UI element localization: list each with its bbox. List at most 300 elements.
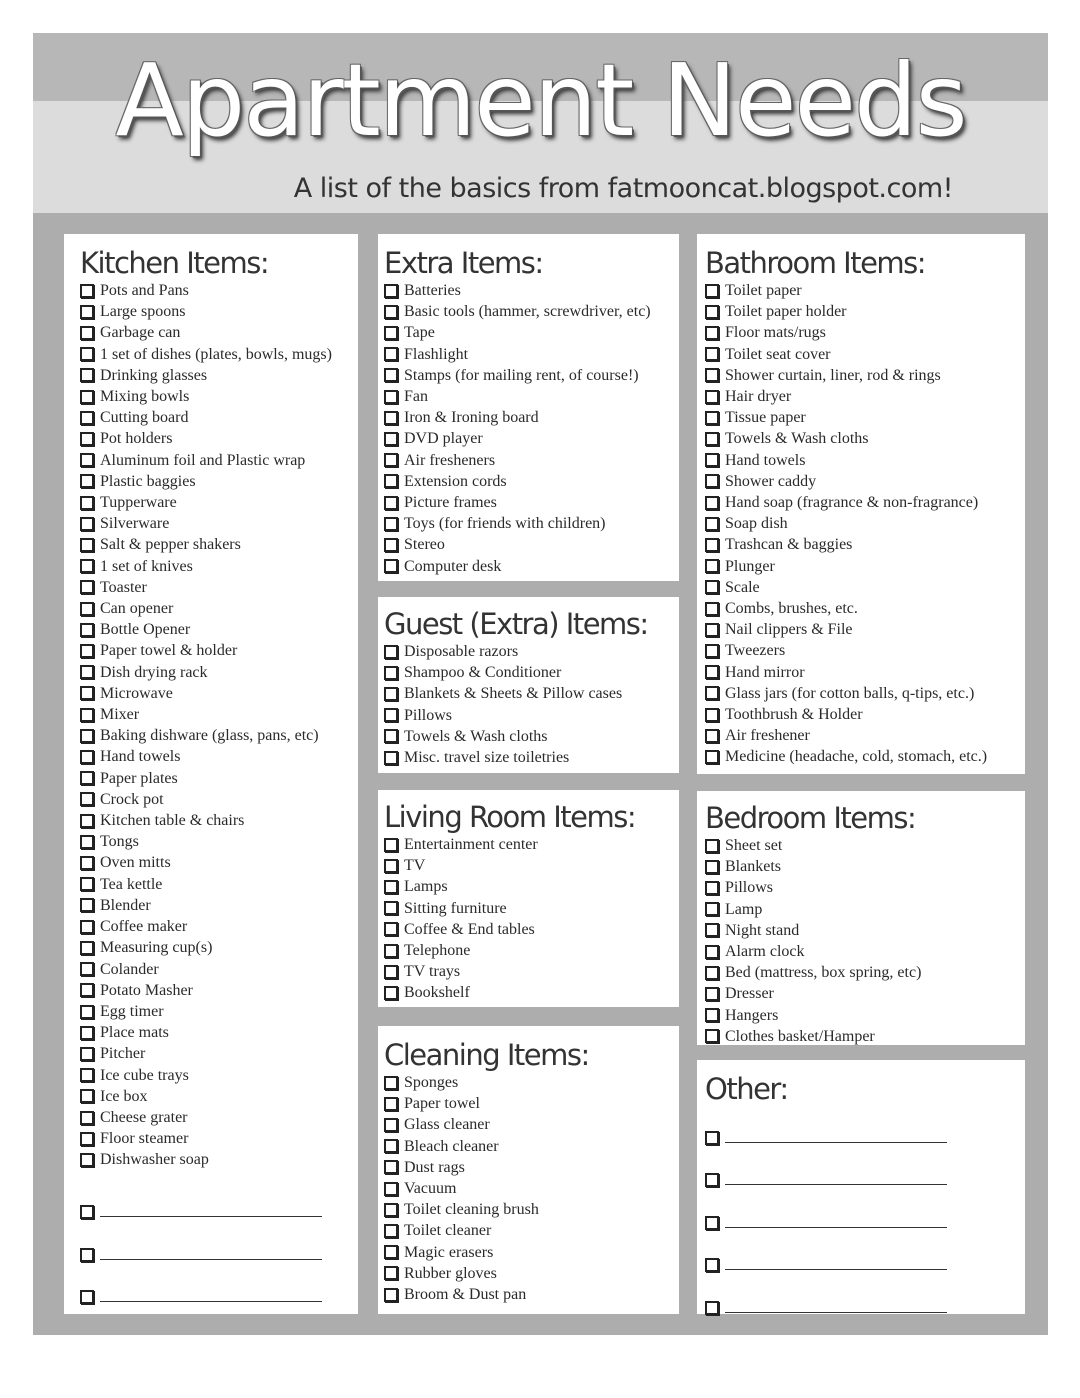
checkbox-icon[interactable]: [705, 496, 719, 510]
checklist-item[interactable]: [80, 895, 358, 916]
checkbox-icon[interactable]: [80, 792, 94, 806]
write-in-line[interactable]: [100, 1215, 322, 1217]
checkbox-icon[interactable]: [80, 750, 94, 764]
extra-panel: [378, 234, 679, 581]
checklist-item-label: Cheese grater: [100, 1108, 188, 1126]
checklist-item-label: Drinking glasses: [100, 366, 208, 384]
checkbox-icon[interactable]: [384, 1245, 398, 1259]
checklist-item-label: Blender: [100, 896, 151, 914]
checklist-item-label: Extension cords: [404, 472, 507, 490]
checklist-item-label: Towels & Wash cloths: [725, 430, 869, 448]
checkbox-icon[interactable]: [80, 771, 94, 785]
checklist-item[interactable]: [80, 1086, 358, 1107]
checkbox-icon[interactable]: [80, 1089, 94, 1103]
checkbox-icon[interactable]: [705, 453, 719, 467]
blank-entry-row[interactable]: [705, 1230, 1025, 1273]
checklist-item[interactable]: [705, 1005, 1025, 1026]
checklist-item-label: Coffee maker: [100, 918, 188, 936]
guest-list: [384, 641, 679, 768]
checkbox-icon[interactable]: [80, 729, 94, 743]
checklist-item[interactable]: [384, 1072, 679, 1093]
checkbox-icon[interactable]: [705, 390, 719, 404]
checklist-item[interactable]: [705, 492, 1025, 513]
checkbox-icon[interactable]: [384, 474, 398, 488]
checklist-item[interactable]: [384, 855, 679, 876]
checklist-item[interactable]: [80, 513, 358, 534]
checkbox-icon[interactable]: [80, 665, 94, 679]
checklist-item[interactable]: [80, 577, 358, 598]
checklist-item[interactable]: [384, 556, 679, 577]
checklist-item[interactable]: [384, 641, 679, 662]
checkbox-icon[interactable]: [80, 432, 94, 446]
checklist-item[interactable]: [705, 640, 1025, 661]
checkbox-icon[interactable]: [80, 305, 94, 319]
checklist-item-label: Toaster: [100, 578, 147, 596]
checklist-item-label: Picture frames: [404, 494, 497, 512]
checklist-item[interactable]: [705, 450, 1025, 471]
checkbox-icon[interactable]: [80, 602, 94, 616]
checklist-item[interactable]: [80, 322, 358, 343]
checkbox-icon[interactable]: [705, 1131, 719, 1145]
write-in-line[interactable]: [725, 1141, 947, 1143]
checkbox-icon[interactable]: [384, 1160, 398, 1174]
checklist-item-label: Colander: [100, 960, 159, 978]
checkbox-icon[interactable]: [384, 859, 398, 873]
checklist-item[interactable]: [705, 983, 1025, 1004]
checkbox-icon[interactable]: [384, 326, 398, 340]
checkbox-icon[interactable]: [384, 411, 398, 425]
checklist-item[interactable]: [384, 662, 679, 683]
checklist-item-label: Fan: [404, 388, 428, 406]
extra-list: [384, 280, 679, 577]
checklist-item[interactable]: [80, 556, 358, 577]
checklist-item[interactable]: [80, 1128, 358, 1149]
checklist-item[interactable]: [384, 1114, 679, 1135]
checkbox-icon[interactable]: [705, 839, 719, 853]
checkbox-icon[interactable]: [80, 1132, 94, 1146]
checklist-item-label: Paper plates: [100, 769, 178, 787]
checklist-item-label: Rubber gloves: [404, 1264, 497, 1282]
checkbox-icon[interactable]: [384, 559, 398, 573]
checklist-item[interactable]: [80, 386, 358, 407]
checklist-item-label: Towels & Wash cloths: [404, 727, 548, 745]
checklist-item[interactable]: [384, 705, 679, 726]
checkbox-icon[interactable]: [384, 751, 398, 765]
checklist-item[interactable]: [384, 428, 679, 449]
checkbox-icon[interactable]: [384, 432, 398, 446]
checklist-item-label: Nail clippers & File: [725, 621, 853, 639]
checklist-item[interactable]: [384, 876, 679, 897]
checkbox-icon[interactable]: [705, 284, 719, 298]
blank-entry-row[interactable]: [705, 1102, 1025, 1145]
checkbox-icon[interactable]: [384, 538, 398, 552]
checklist-item[interactable]: [80, 280, 358, 301]
checklist-item[interactable]: [80, 534, 358, 555]
checklist-item[interactable]: [384, 1284, 679, 1305]
write-in-line[interactable]: [725, 1226, 947, 1228]
checklist-item-label: Tupperware: [100, 494, 177, 512]
checkbox-icon[interactable]: [80, 368, 94, 382]
checkbox-icon[interactable]: [384, 1076, 398, 1090]
checkbox-icon[interactable]: [384, 708, 398, 722]
checkbox-icon[interactable]: [80, 623, 94, 637]
checkbox-icon[interactable]: [705, 411, 719, 425]
checklist-item[interactable]: [705, 556, 1025, 577]
checklist-item[interactable]: [384, 1178, 679, 1199]
checklist-item[interactable]: [705, 322, 1025, 343]
checklist-item[interactable]: [80, 450, 358, 471]
checkbox-icon[interactable]: [705, 729, 719, 743]
checkbox-icon[interactable]: [384, 986, 398, 1000]
checklist-item[interactable]: [80, 428, 358, 449]
living-room-panel: [378, 790, 679, 1007]
checklist-item[interactable]: [80, 980, 358, 1001]
checkbox-icon[interactable]: [80, 877, 94, 891]
blank-entry-row[interactable]: [80, 1262, 358, 1305]
checklist-item[interactable]: [705, 280, 1025, 301]
checklist-item-label: Paper towel: [404, 1095, 480, 1113]
checkbox-icon[interactable]: [705, 860, 719, 874]
checkbox-icon[interactable]: [80, 814, 94, 828]
checklist-item-label: Floor steamer: [100, 1130, 189, 1148]
checkbox-icon[interactable]: [80, 1068, 94, 1082]
checkbox-icon[interactable]: [705, 432, 719, 446]
checklist-item[interactable]: [80, 344, 358, 365]
checklist-item[interactable]: [80, 852, 358, 873]
checkbox-icon[interactable]: [384, 729, 398, 743]
checklist-item[interactable]: [384, 1263, 679, 1284]
checklist-item[interactable]: [705, 513, 1025, 534]
checklist-item-label: Pillows: [404, 706, 453, 724]
checklist-item[interactable]: [384, 471, 679, 492]
checklist-item-label: Pillows: [725, 879, 774, 897]
checklist-item-label: Pot holders: [100, 430, 173, 448]
checklist-item[interactable]: [80, 471, 358, 492]
checklist-item[interactable]: [384, 940, 679, 961]
checkbox-icon[interactable]: [384, 347, 398, 361]
checklist-item-label: Toilet cleaning brush: [404, 1201, 539, 1219]
checklist-item-label: Mixing bowls: [100, 388, 190, 406]
checklist-item[interactable]: [80, 1043, 358, 1064]
checkbox-icon[interactable]: [384, 517, 398, 531]
checklist-item-label: Stereo: [404, 536, 445, 554]
checkbox-icon[interactable]: [705, 305, 719, 319]
checklist-item[interactable]: [384, 322, 679, 343]
checkbox-icon[interactable]: [384, 880, 398, 894]
checkbox-icon[interactable]: [705, 347, 719, 361]
checkbox-icon[interactable]: [384, 1266, 398, 1280]
checklist-item[interactable]: [80, 874, 358, 895]
checklist-item[interactable]: [80, 1149, 358, 1170]
checkbox-icon[interactable]: [80, 856, 94, 870]
checklist-item[interactable]: [80, 1022, 358, 1043]
checklist-item[interactable]: [80, 365, 358, 386]
checkbox-icon[interactable]: [80, 1153, 94, 1167]
checklist-item[interactable]: [705, 407, 1025, 428]
checkbox-icon[interactable]: [80, 835, 94, 849]
checklist-item-label: TV trays: [404, 963, 461, 981]
checkbox-icon[interactable]: [705, 966, 719, 980]
checkbox-icon[interactable]: [80, 920, 94, 934]
checklist-item-label: Oven mitts: [100, 854, 171, 872]
checkbox-icon[interactable]: [705, 644, 719, 658]
checkbox-icon[interactable]: [80, 1111, 94, 1125]
checklist-item[interactable]: [80, 492, 358, 513]
checkbox-icon[interactable]: [705, 474, 719, 488]
checklist-item[interactable]: [384, 534, 679, 555]
checklist-item[interactable]: [384, 747, 679, 768]
checklist-item[interactable]: [80, 959, 358, 980]
checklist-item[interactable]: [384, 1136, 679, 1157]
checkbox-icon[interactable]: [705, 580, 719, 594]
checklist-item[interactable]: [80, 1065, 358, 1086]
checkbox-icon[interactable]: [705, 945, 719, 959]
checkbox-icon[interactable]: [80, 1205, 94, 1219]
checkbox-icon[interactable]: [705, 708, 719, 722]
checkbox-icon[interactable]: [705, 538, 719, 552]
write-in-line[interactable]: [725, 1268, 947, 1270]
checklist-item[interactable]: [705, 301, 1025, 322]
checkbox-icon[interactable]: [80, 1290, 94, 1304]
checklist-item[interactable]: [80, 810, 358, 831]
checklist-item[interactable]: [384, 961, 679, 982]
checklist-item[interactable]: [384, 683, 679, 704]
checkbox-icon[interactable]: [80, 644, 94, 658]
checklist-item[interactable]: [80, 937, 358, 958]
checklist-item[interactable]: [80, 789, 358, 810]
checkbox-icon[interactable]: [384, 965, 398, 979]
checkbox-icon[interactable]: [80, 496, 94, 510]
checkbox-icon[interactable]: [384, 390, 398, 404]
checklist-item[interactable]: [705, 428, 1025, 449]
checkbox-icon[interactable]: [80, 1047, 94, 1061]
checklist-item[interactable]: [705, 534, 1025, 555]
checkbox-icon[interactable]: [384, 687, 398, 701]
checkbox-icon[interactable]: [384, 284, 398, 298]
checkbox-icon[interactable]: [80, 898, 94, 912]
checkbox-icon[interactable]: [705, 987, 719, 1001]
checkbox-icon[interactable]: [384, 496, 398, 510]
checkbox-icon[interactable]: [80, 559, 94, 573]
checklist-item[interactable]: [705, 344, 1025, 365]
checkbox-icon[interactable]: [80, 538, 94, 552]
checkbox-icon[interactable]: [80, 347, 94, 361]
checkbox-icon[interactable]: [80, 1248, 94, 1262]
checklist-item-label: Bed (mattress, box spring, etc): [725, 964, 922, 982]
checkbox-icon[interactable]: [705, 750, 719, 764]
checklist-item[interactable]: [384, 492, 679, 513]
blank-entry-row[interactable]: [80, 1219, 358, 1262]
checkbox-icon[interactable]: [80, 390, 94, 404]
checkbox-icon[interactable]: [705, 881, 719, 895]
checklist-item[interactable]: [384, 407, 679, 428]
checklist-item-label: Hand soap (fragrance & non-fragrance): [725, 494, 979, 512]
checklist-item[interactable]: [705, 856, 1025, 877]
checklist-item[interactable]: [80, 831, 358, 852]
cleaning-list: [384, 1072, 679, 1305]
checkbox-icon[interactable]: [384, 901, 398, 915]
checkbox-icon[interactable]: [705, 1173, 719, 1187]
checklist-item[interactable]: [705, 662, 1025, 683]
checklist-item[interactable]: [384, 450, 679, 471]
checkbox-icon[interactable]: [80, 284, 94, 298]
checkbox-icon[interactable]: [705, 517, 719, 531]
checkbox-icon[interactable]: [80, 411, 94, 425]
checklist-item[interactable]: [80, 704, 358, 725]
checklist-item-label: TV: [404, 857, 426, 875]
checklist-item[interactable]: [384, 726, 679, 747]
checkbox-icon[interactable]: [80, 708, 94, 722]
checklist-item[interactable]: [705, 577, 1025, 598]
checklist-item[interactable]: [80, 598, 358, 619]
checklist-item-label: Sheet set: [725, 837, 783, 854]
checkbox-icon[interactable]: [384, 645, 398, 659]
checkbox-icon[interactable]: [80, 1026, 94, 1040]
checklist-item[interactable]: [705, 471, 1025, 492]
checklist-item[interactable]: [80, 768, 358, 789]
checkbox-icon[interactable]: [705, 1301, 719, 1315]
checkbox-icon[interactable]: [705, 686, 719, 700]
checklist-item-label: Toilet seat cover: [725, 345, 831, 363]
blank-entry-row[interactable]: [705, 1272, 1025, 1315]
checklist-item[interactable]: [705, 386, 1025, 407]
checklist-item[interactable]: [80, 1001, 358, 1022]
checklist-item[interactable]: [384, 1220, 679, 1241]
write-in-line[interactable]: [725, 1311, 947, 1313]
checklist-item-label: DVD player: [404, 430, 483, 448]
checkbox-icon[interactable]: [384, 1139, 398, 1153]
checklist-item-label: Tea kettle: [100, 875, 163, 893]
checklist-item[interactable]: [384, 919, 679, 940]
checkbox-icon[interactable]: [384, 1097, 398, 1111]
checkbox-icon[interactable]: [384, 666, 398, 680]
checklist-item[interactable]: [384, 1199, 679, 1220]
checklist-item[interactable]: [705, 683, 1025, 704]
checklist-item[interactable]: [80, 683, 358, 704]
kitchen-heading: Kitchen Items:: [80, 246, 269, 280]
checklist-item[interactable]: [384, 898, 679, 919]
checklist-item[interactable]: [705, 1026, 1025, 1047]
checkbox-icon[interactable]: [705, 923, 719, 937]
checklist-item-label: Ice box: [100, 1087, 148, 1105]
checkbox-icon[interactable]: [80, 686, 94, 700]
checklist-item[interactable]: [80, 640, 358, 661]
blank-entry-row[interactable]: [705, 1145, 1025, 1188]
checklist-item[interactable]: [705, 835, 1025, 856]
checkbox-icon[interactable]: [384, 1224, 398, 1238]
checkbox-icon[interactable]: [384, 1182, 398, 1196]
checklist-item[interactable]: [80, 746, 358, 767]
checkbox-icon[interactable]: [705, 368, 719, 382]
checklist-item[interactable]: [705, 962, 1025, 983]
checklist-item-label: Batteries: [404, 282, 461, 299]
checklist-item[interactable]: [384, 301, 679, 322]
checkbox-icon[interactable]: [705, 902, 719, 916]
checkbox-icon[interactable]: [705, 665, 719, 679]
checkbox-icon[interactable]: [384, 838, 398, 852]
checklist-item[interactable]: [384, 280, 679, 301]
checkbox-icon[interactable]: [80, 453, 94, 467]
checkbox-icon[interactable]: [384, 1203, 398, 1217]
checklist-item[interactable]: [384, 1093, 679, 1114]
checklist-item[interactable]: [705, 899, 1025, 920]
checklist-item[interactable]: [80, 301, 358, 322]
checklist-item[interactable]: [384, 365, 679, 386]
checkbox-icon[interactable]: [705, 326, 719, 340]
blank-entry-row[interactable]: [80, 1177, 358, 1220]
checklist-item[interactable]: [705, 704, 1025, 725]
checklist-item-label: Dish drying rack: [100, 663, 208, 681]
checkbox-icon[interactable]: [384, 453, 398, 467]
checklist-item[interactable]: [384, 834, 679, 855]
extra-heading: Extra Items:: [384, 246, 543, 280]
checkbox-icon[interactable]: [384, 922, 398, 936]
checkbox-icon[interactable]: [80, 474, 94, 488]
checkbox-icon[interactable]: [705, 1029, 719, 1043]
checklist-item[interactable]: [705, 877, 1025, 898]
checklist-item[interactable]: [80, 1107, 358, 1128]
blank-entry-row[interactable]: [705, 1187, 1025, 1230]
checklist-item[interactable]: [705, 619, 1025, 640]
checklist-item[interactable]: [705, 941, 1025, 962]
checkbox-icon[interactable]: [705, 602, 719, 616]
checkbox-icon[interactable]: [705, 559, 719, 573]
checkbox-icon[interactable]: [384, 305, 398, 319]
checklist-item[interactable]: [384, 1242, 679, 1263]
checkbox-icon[interactable]: [705, 1258, 719, 1272]
checkbox-icon[interactable]: [384, 944, 398, 958]
checklist-item[interactable]: [80, 407, 358, 428]
checklist-item[interactable]: [80, 725, 358, 746]
checkbox-icon[interactable]: [705, 1216, 719, 1230]
checklist-item[interactable]: [705, 746, 1025, 767]
checklist-item-label: Cutting board: [100, 409, 189, 427]
checkbox-icon[interactable]: [705, 623, 719, 637]
checklist-item-label: Egg timer: [100, 1002, 164, 1020]
checkbox-icon[interactable]: [80, 326, 94, 340]
checklist-item[interactable]: [705, 365, 1025, 386]
checklist-item[interactable]: [384, 982, 679, 1003]
guest-heading: Guest (Extra) Items:: [384, 607, 648, 641]
write-in-line[interactable]: [725, 1183, 947, 1185]
checkbox-icon[interactable]: [80, 517, 94, 531]
checkbox-icon[interactable]: [80, 962, 94, 976]
checklist-item[interactable]: [80, 916, 358, 937]
checklist-item-label: Hand towels: [725, 451, 806, 469]
checklist-item[interactable]: [384, 344, 679, 365]
checklist-item[interactable]: [384, 386, 679, 407]
write-in-line[interactable]: [100, 1258, 322, 1260]
checklist-item[interactable]: [80, 662, 358, 683]
write-in-line[interactable]: [100, 1300, 322, 1302]
checkbox-icon[interactable]: [80, 1005, 94, 1019]
checkbox-icon[interactable]: [80, 941, 94, 955]
checkbox-icon[interactable]: [80, 580, 94, 594]
checkbox-icon[interactable]: [384, 368, 398, 382]
checklist-item[interactable]: [705, 920, 1025, 941]
checklist-item-label: Soap dish: [725, 515, 788, 533]
checkbox-icon[interactable]: [384, 1118, 398, 1132]
checklist-item[interactable]: [80, 619, 358, 640]
checklist-item[interactable]: [384, 513, 679, 534]
checklist-item[interactable]: [705, 725, 1025, 746]
checklist-item[interactable]: [705, 598, 1025, 619]
checkbox-icon[interactable]: [384, 1288, 398, 1302]
checkbox-icon[interactable]: [80, 983, 94, 997]
checklist-item-label: Kitchen table & chairs: [100, 812, 245, 830]
checklist-item[interactable]: [384, 1157, 679, 1178]
checkbox-icon[interactable]: [705, 1008, 719, 1022]
